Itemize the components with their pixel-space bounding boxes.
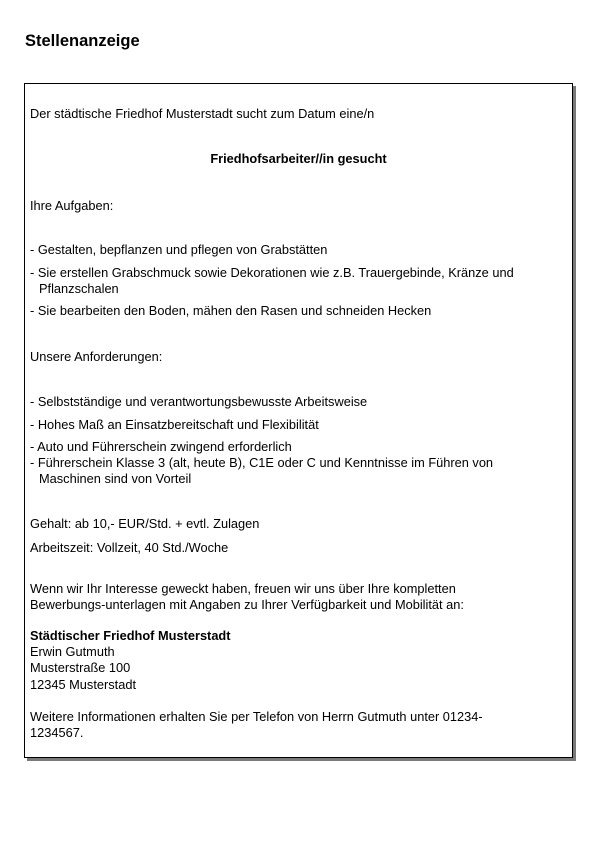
requirements-heading: Unsere Anforderungen: <box>30 349 163 364</box>
salary-text: Gehalt: ab 10,- EUR/Std. + evtl. Zulagen <box>30 516 260 531</box>
task-item: - Sie erstellen Grabschmuck sowie Dekorationen wie z.B. Trauergebinde, Kränze und <box>30 265 514 280</box>
working-time-text: Arbeitszeit: Vollzeit, 40 Std./Woche <box>30 540 229 555</box>
job-title: Friedhofsarbeiter//in gesucht <box>210 151 387 166</box>
task-item: - Sie bearbeiten den Boden, mähen den Rasen und schneiden Hecken <box>30 303 432 318</box>
requirement-item: - Führerschein Klasse 3 (alt, heute B), C1E oder C und Kenntnisse im Führen von <box>30 455 494 470</box>
closing-text: Bewerbungs-unterlagen mit Angaben zu Ihrer Verfügbarkeit und Mobilität an: <box>30 597 464 612</box>
intro-text: Der städtische Friedhof Musterstadt sucht zum Datum eine/n <box>30 106 375 121</box>
requirement-item: - Auto und Führerschein zwingend erforderlich <box>30 439 292 454</box>
contact-organization: Städtischer Friedhof Musterstadt <box>30 628 231 643</box>
info-text: 1234567. <box>30 725 84 740</box>
tasks-heading: Ihre Aufgaben: <box>30 198 114 213</box>
requirement-item: - Hohes Maß an Einsatzbereitschaft und Flexibilität <box>30 417 319 432</box>
job-ad-box <box>24 83 573 758</box>
task-item-continued: Pflanzschalen <box>39 281 119 296</box>
contact-street: Musterstraße 100 <box>30 660 131 675</box>
contact-city: 12345 Musterstadt <box>30 677 136 692</box>
closing-text: Wenn wir Ihr Interesse geweckt haben, freuen wir uns über Ihre kompletten <box>30 581 456 596</box>
task-item: - Gestalten, bepflanzen und pflegen von Grabstätten <box>30 242 328 257</box>
contact-name: Erwin Gutmuth <box>30 644 115 659</box>
page-title: Stellenanzeige <box>25 32 140 50</box>
requirement-item: - Selbstständige und verantwortungsbewusste Arbeitsweise <box>30 394 368 409</box>
requirement-item-continued: Maschinen sind von Vorteil <box>39 471 192 486</box>
info-text: Weitere Informationen erhalten Sie per Telefon von Herrn Gutmuth unter 01234- <box>30 709 483 724</box>
